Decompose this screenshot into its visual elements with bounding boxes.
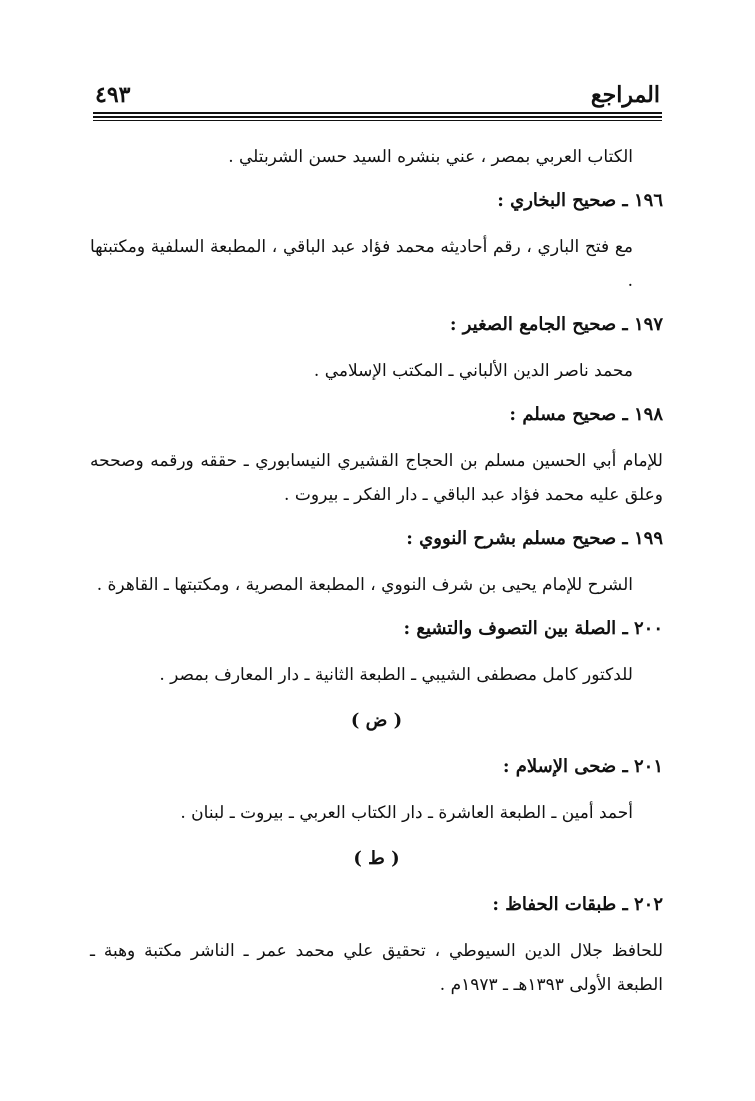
letter-divider: ( ط ) <box>353 848 400 869</box>
reference-body: محمد ناصر الدين الألباني ـ المكتب الإسلامي . <box>313 361 633 381</box>
letter-divider: ( ض ) <box>350 710 403 731</box>
reference-body: الكتاب العربي بمصر ، عني بنشره السيد حسن الشربتلي . <box>228 147 633 167</box>
reference-heading: ٢٠٠ ـ الصلة بين التصوف والتشيع : <box>403 618 663 639</box>
reference-body: أحمد أمين ـ الطبعة العاشرة ـ دار الكتاب العربي ـ بيروت ـ لبنان . <box>180 803 633 823</box>
reference-body: للإمام أبي الحسين مسلم بن الحجاج القشيري النيسابوري ـ حققه ورقمه وصححه وعلق عليه محمد فؤاد عبد الباقي ـ دار الفكر ـ بيروت . <box>90 451 663 505</box>
reference-body: للدكتور كامل مصطفى الشيبي ـ الطبعة الثانية ـ دار المعارف بمصر . <box>159 665 633 685</box>
reference-heading: ١٩٧ ـ صحيح الجامع الصغير : <box>449 314 663 335</box>
page-number: ٤٩٣ <box>95 82 131 108</box>
reference-body: الشرح للإمام يحيى بن شرف النووي ، المطبعة المصرية ، ومكتبتها ـ القاهرة . <box>96 575 633 595</box>
reference-heading: ١٩٦ ـ صحيح البخاري : <box>497 190 663 211</box>
reference-body: للحافظ جلال الدين السيوطي ، تحقيق علي محمد عمر ـ الناشر مكتبة وهبة ـ الطبعة الأولى ١٣٩٣هـ ـ ١٩٧٣م . <box>90 941 663 995</box>
page-header <box>95 82 660 110</box>
reference-body: مع فتح الباري ، رقم أحاديثه محمد فؤاد عبد الباقي ، المطبعة السلفية ومكتبتها . <box>90 237 633 291</box>
rule-line <box>93 116 662 118</box>
reference-heading: ٢٠٢ ـ طبقات الحفاظ : <box>492 894 663 915</box>
rule-line <box>93 120 662 121</box>
rule-line <box>93 112 662 114</box>
reference-heading: ١٩٩ ـ صحيح مسلم بشرح النووي : <box>406 528 663 549</box>
reference-heading: ٢٠١ ـ ضحى الإسلام : <box>502 756 663 777</box>
section-title: المراجع <box>590 82 660 108</box>
header-rule <box>93 112 662 123</box>
references-list <box>90 140 663 1002</box>
reference-heading: ١٩٨ ـ صحيح مسلم : <box>509 404 663 425</box>
